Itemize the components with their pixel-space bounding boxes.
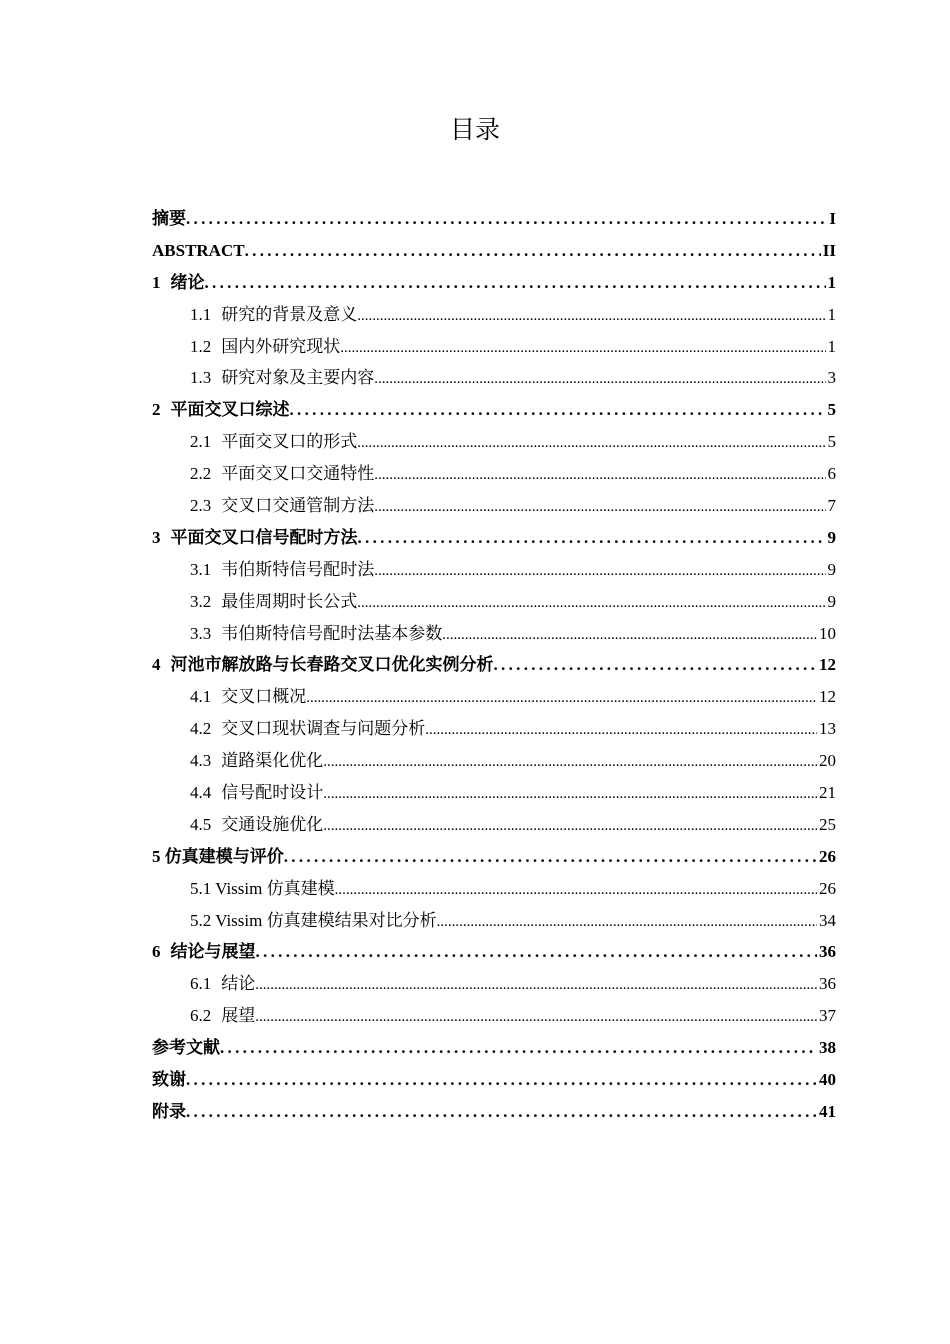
toc-entry-number: 3.2 xyxy=(190,591,212,611)
toc-entry-title xyxy=(152,1032,220,1064)
toc-entry-label: 国内外研究现状 xyxy=(221,336,341,356)
toc-entry-section[interactable] xyxy=(152,713,836,745)
toc-entry-title xyxy=(190,809,323,841)
toc-page-number: 21 xyxy=(819,783,836,803)
toc-entry-title xyxy=(152,203,186,235)
toc-page-number: 26 xyxy=(819,846,836,866)
toc-entry-title xyxy=(152,841,284,873)
toc-entry-label: 信号配时设计 xyxy=(221,783,324,803)
toc-entry-number: 4.4 xyxy=(190,783,212,803)
toc-dot-leader xyxy=(290,394,826,426)
toc-entry-title xyxy=(190,362,374,394)
toc-entry-title xyxy=(190,554,374,586)
toc-entry-title xyxy=(152,235,245,267)
toc-entry-title xyxy=(190,458,374,490)
toc-entry-label: 河池市解放路与长春路交叉口优化实例分析 xyxy=(170,655,494,675)
toc-dot-leader xyxy=(357,588,825,618)
toc-entry-title xyxy=(152,1064,186,1096)
toc-entry-chapter[interactable] xyxy=(152,522,836,554)
toc-entry-section[interactable] xyxy=(152,618,836,650)
toc-entry-chapter[interactable] xyxy=(152,1096,836,1128)
toc-entry-label: 摘要 xyxy=(152,209,186,228)
toc-entry-number: 4.1 xyxy=(190,687,212,707)
toc-page-number: 10 xyxy=(819,623,836,643)
toc-entry-chapter[interactable] xyxy=(152,267,836,299)
toc-entry-title xyxy=(190,490,374,522)
toc-page-number: 12 xyxy=(819,687,836,707)
toc-page-number: 26 xyxy=(819,878,836,898)
toc-entry-title xyxy=(190,681,306,713)
toc-entry-label: 5.2 Vissim 仿真建模结果对比分析 xyxy=(190,910,437,930)
toc-entry-label: 交叉口交通管制方法 xyxy=(221,496,375,516)
toc-entry-label: 参考文献 xyxy=(152,1038,220,1058)
toc-entry-title xyxy=(190,618,442,650)
toc-dot-leader xyxy=(220,1032,817,1064)
toc-entry-label: 交叉口概况 xyxy=(221,687,307,707)
toc-dot-leader xyxy=(256,936,818,968)
toc-entry-section[interactable] xyxy=(152,586,836,618)
toc-entry-number: 6 xyxy=(152,942,161,962)
toc-dot-leader xyxy=(442,620,817,650)
toc-dot-leader xyxy=(255,970,817,1000)
toc-entry-number: 2 xyxy=(152,400,161,420)
toc-page-number: 13 xyxy=(819,719,836,739)
toc-entry-number: 2.1 xyxy=(190,432,212,452)
toc-dot-leader xyxy=(357,428,825,458)
toc-entry-title xyxy=(190,426,357,458)
toc-entry-number: 3.1 xyxy=(190,559,212,579)
toc-entry-label: 平面交叉口信号配时方法 xyxy=(170,527,358,547)
toc-page-number: 3 xyxy=(827,368,836,388)
toc-entry-number: 6.2 xyxy=(190,1006,212,1026)
toc-entry-section[interactable] xyxy=(152,458,836,490)
toc-dot-leader xyxy=(335,875,817,905)
toc-entry-chapter[interactable] xyxy=(152,235,836,267)
toc-dot-leader xyxy=(245,235,821,267)
toc-entry-section[interactable] xyxy=(152,362,836,394)
toc-page-number: 12 xyxy=(819,655,836,675)
toc-entry-label: 韦伯斯特信号配时法基本参数 xyxy=(221,623,443,643)
toc-dot-leader xyxy=(186,1096,817,1128)
toc-entry-title xyxy=(190,713,425,745)
toc-entry-label: ABSTRACT xyxy=(152,240,245,260)
toc-entry-title xyxy=(190,1000,255,1032)
toc-dot-leader xyxy=(284,841,817,873)
toc-dot-leader xyxy=(374,364,825,394)
toc-entry-section[interactable] xyxy=(152,809,836,841)
toc-page-number: 9 xyxy=(827,527,836,547)
toc-entry-section[interactable] xyxy=(152,873,836,905)
toc-entry-number: 1.1 xyxy=(190,304,212,324)
toc-dot-leader xyxy=(374,556,825,586)
toc-entry-label: 研究对象及主要内容 xyxy=(221,368,375,388)
toc-page-number: 6 xyxy=(827,464,836,484)
toc-dot-leader xyxy=(323,747,817,777)
toc-entry-section[interactable] xyxy=(152,968,836,1000)
toc-page-number: II xyxy=(822,240,836,260)
toc-entry-number: 4.5 xyxy=(190,814,212,834)
toc-entry-label: 平面交叉口综述 xyxy=(170,400,290,420)
toc-entry-label: 平面交叉口的形式 xyxy=(221,432,358,452)
toc-entry-chapter[interactable] xyxy=(152,649,836,681)
toc-entry-label: 道路渠化优化 xyxy=(221,751,324,771)
toc-dot-leader xyxy=(340,333,825,363)
toc-entry-label: 5 仿真建模与评价 xyxy=(152,846,284,866)
toc-entry-title xyxy=(190,873,335,905)
toc-entry-title xyxy=(190,777,323,809)
toc-entry-title xyxy=(190,331,340,363)
toc-entry-label: 致谢 xyxy=(152,1070,186,1090)
toc-page-number: 40 xyxy=(819,1070,836,1090)
toc-dot-leader xyxy=(323,811,817,841)
toc-entry-section[interactable] xyxy=(152,745,836,777)
toc-dot-leader xyxy=(374,460,825,490)
toc-entry-section[interactable] xyxy=(152,777,836,809)
toc-page-number: 25 xyxy=(819,814,836,834)
toc-entry-section[interactable] xyxy=(152,299,836,331)
toc-entry-section[interactable] xyxy=(152,1000,836,1032)
toc-page-number: 20 xyxy=(819,751,836,771)
toc-dot-leader xyxy=(205,267,826,299)
toc-dot-leader xyxy=(323,779,817,809)
toc-entry-title xyxy=(190,586,357,618)
toc-dot-leader xyxy=(306,683,817,713)
toc-dot-leader xyxy=(186,203,827,235)
toc-entry-label: 展望 xyxy=(221,1006,256,1026)
toc-entry-number: 1 xyxy=(152,272,161,292)
toc-page-number: 34 xyxy=(819,910,836,930)
toc-entry-label: 平面交叉口交通特性 xyxy=(221,464,375,484)
toc-entry-title xyxy=(152,936,256,968)
toc-entry-chapter[interactable] xyxy=(152,394,836,426)
toc-entry-number: 2.3 xyxy=(190,496,212,516)
toc-entry-title xyxy=(152,394,290,426)
toc-entry-number: 3.3 xyxy=(190,623,212,643)
toc-dot-leader xyxy=(437,907,817,937)
toc-page-number: 1 xyxy=(827,272,836,292)
toc-page-number: 38 xyxy=(819,1038,836,1058)
toc-entry-number: 6.1 xyxy=(190,974,212,994)
toc-entry-number: 3 xyxy=(152,527,161,547)
toc-entry-label: 绪论 xyxy=(170,272,205,292)
toc-entry-chapter[interactable] xyxy=(152,1064,836,1096)
toc-page-number: 37 xyxy=(819,1006,836,1026)
toc-page-number: 5 xyxy=(827,400,836,420)
toc-entry-title xyxy=(190,299,357,331)
toc-entry-section[interactable] xyxy=(152,490,836,522)
table-of-contents xyxy=(152,203,836,1128)
toc-entry-label: 研究的背景及意义 xyxy=(221,304,358,324)
toc-entry-label: 附录 xyxy=(152,1101,186,1121)
toc-entry-number: 1.3 xyxy=(190,368,212,388)
toc-page-number: 36 xyxy=(819,974,836,994)
toc-dot-leader xyxy=(186,1064,817,1096)
toc-entry-number: 4.2 xyxy=(190,719,212,739)
toc-entry-label: 交叉口现状调查与问题分析 xyxy=(221,719,426,739)
toc-page-number: 1 xyxy=(827,336,836,356)
toc-page-number: 41 xyxy=(819,1101,836,1121)
toc-entry-number: 2.2 xyxy=(190,464,212,484)
toc-dot-leader xyxy=(494,649,818,681)
toc-page-number: 9 xyxy=(827,591,836,611)
toc-entry-title xyxy=(190,905,437,937)
toc-entry-title xyxy=(190,968,255,1000)
toc-entry-chapter[interactable] xyxy=(152,841,836,873)
toc-entry-label: 交通设施优化 xyxy=(221,814,324,834)
toc-page-number: I xyxy=(829,209,836,228)
toc-page-number: 9 xyxy=(827,559,836,579)
toc-dot-leader xyxy=(255,1002,817,1032)
toc-entry-chapter[interactable] xyxy=(152,936,836,968)
toc-entry-number: 4.3 xyxy=(190,751,212,771)
toc-entry-label: 5.1 Vissim 仿真建模 xyxy=(190,878,335,898)
toc-page-number: 5 xyxy=(827,432,836,452)
toc-entry-title xyxy=(190,745,323,777)
toc-entry-title xyxy=(152,267,205,299)
toc-entry-number: 1.2 xyxy=(190,336,212,356)
toc-page-number: 7 xyxy=(827,496,836,516)
toc-entry-title xyxy=(152,1096,186,1128)
toc-entry-chapter[interactable] xyxy=(152,1032,836,1064)
toc-dot-leader xyxy=(374,492,825,522)
toc-entry-title xyxy=(152,649,494,681)
toc-entry-section[interactable] xyxy=(152,331,836,363)
toc-entry-label: 结论与展望 xyxy=(170,942,256,962)
toc-entry-title xyxy=(152,522,358,554)
page-title: 目录 xyxy=(449,115,500,144)
toc-entry-section[interactable] xyxy=(152,554,836,586)
toc-entry-label: 韦伯斯特信号配时法 xyxy=(221,559,375,579)
toc-entry-section[interactable] xyxy=(152,905,836,937)
toc-entry-label: 最佳周期时长公式 xyxy=(221,591,358,611)
toc-entry-label: 结论 xyxy=(221,974,256,994)
toc-page-number: 1 xyxy=(827,304,836,324)
toc-entry-number: 4 xyxy=(152,655,161,675)
toc-entry-section[interactable] xyxy=(152,681,836,713)
toc-entry-section[interactable] xyxy=(152,426,836,458)
toc-entry-chapter[interactable] xyxy=(152,203,836,235)
toc-page-number: 36 xyxy=(819,942,836,962)
toc-dot-leader xyxy=(425,715,817,745)
toc-dot-leader xyxy=(357,301,825,331)
toc-dot-leader xyxy=(358,522,826,554)
